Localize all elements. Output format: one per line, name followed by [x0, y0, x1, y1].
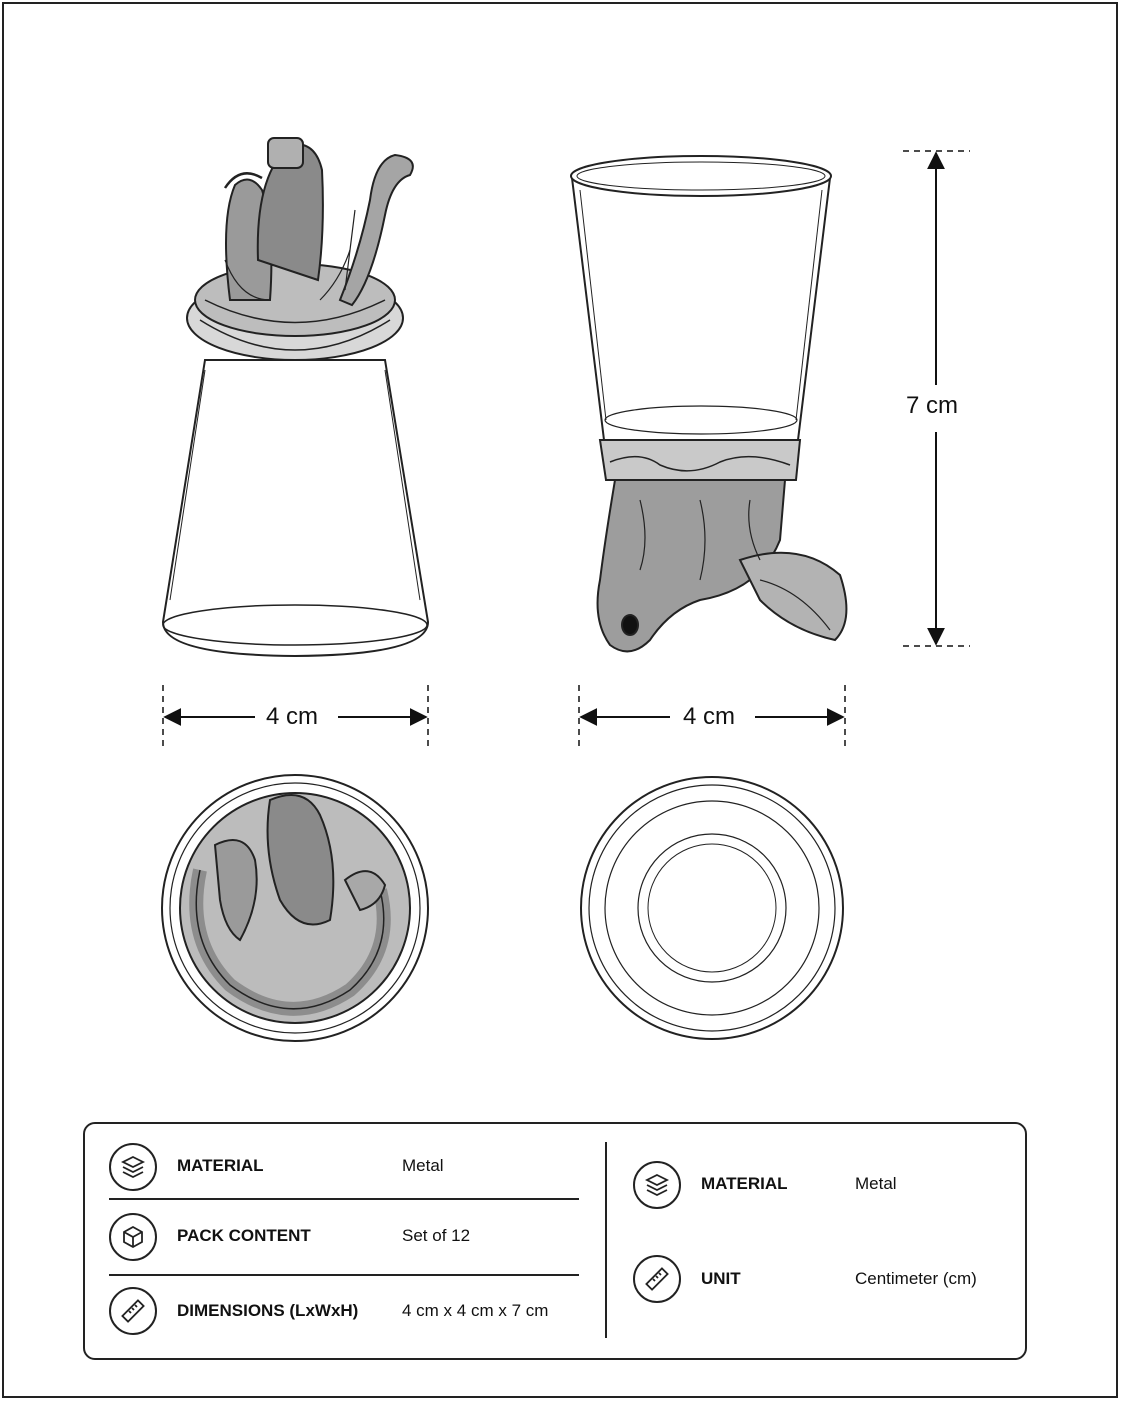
cobra-top-view: [162, 775, 428, 1041]
spec-row-unit: [633, 1244, 681, 1314]
spec-value: Metal: [402, 1156, 444, 1175]
spec-label: DIMENSIONS (LxWxH): [177, 1301, 359, 1320]
ruler-icon: [109, 1287, 157, 1335]
spec-label: PACK CONTENT: [177, 1226, 311, 1245]
divider: [109, 1274, 579, 1276]
spec-label: MATERIAL: [177, 1156, 264, 1175]
height-label: 7 cm: [900, 392, 964, 420]
spec-row-pack-content: [109, 1202, 157, 1272]
spec-row-material-right: [633, 1150, 681, 1220]
glass-top-view: [581, 777, 843, 1039]
layers-icon: [633, 1161, 681, 1209]
spec-label: UNIT: [701, 1269, 741, 1288]
spec-table: [83, 1122, 1027, 1360]
width-label-left: 4 cm: [260, 703, 324, 731]
ruler-icon: [633, 1255, 681, 1303]
cobra-glass-front: [163, 138, 428, 656]
layers-icon: [109, 1143, 157, 1191]
column-divider: [605, 1142, 607, 1338]
spec-value: Centimeter (cm): [855, 1269, 977, 1288]
spec-value: Metal: [855, 1174, 897, 1193]
spec-value: 4 cm x 4 cm x 7 cm: [402, 1301, 549, 1320]
spec-label: MATERIAL: [701, 1174, 788, 1193]
spec-row-material-left: [109, 1132, 157, 1202]
box-icon: [109, 1213, 157, 1261]
spec-row-dimensions: [109, 1276, 157, 1346]
width-label-right: 4 cm: [677, 703, 741, 731]
moose-glass-front: [571, 156, 846, 651]
spec-value: Set of 12: [402, 1226, 471, 1245]
divider: [109, 1198, 579, 1200]
